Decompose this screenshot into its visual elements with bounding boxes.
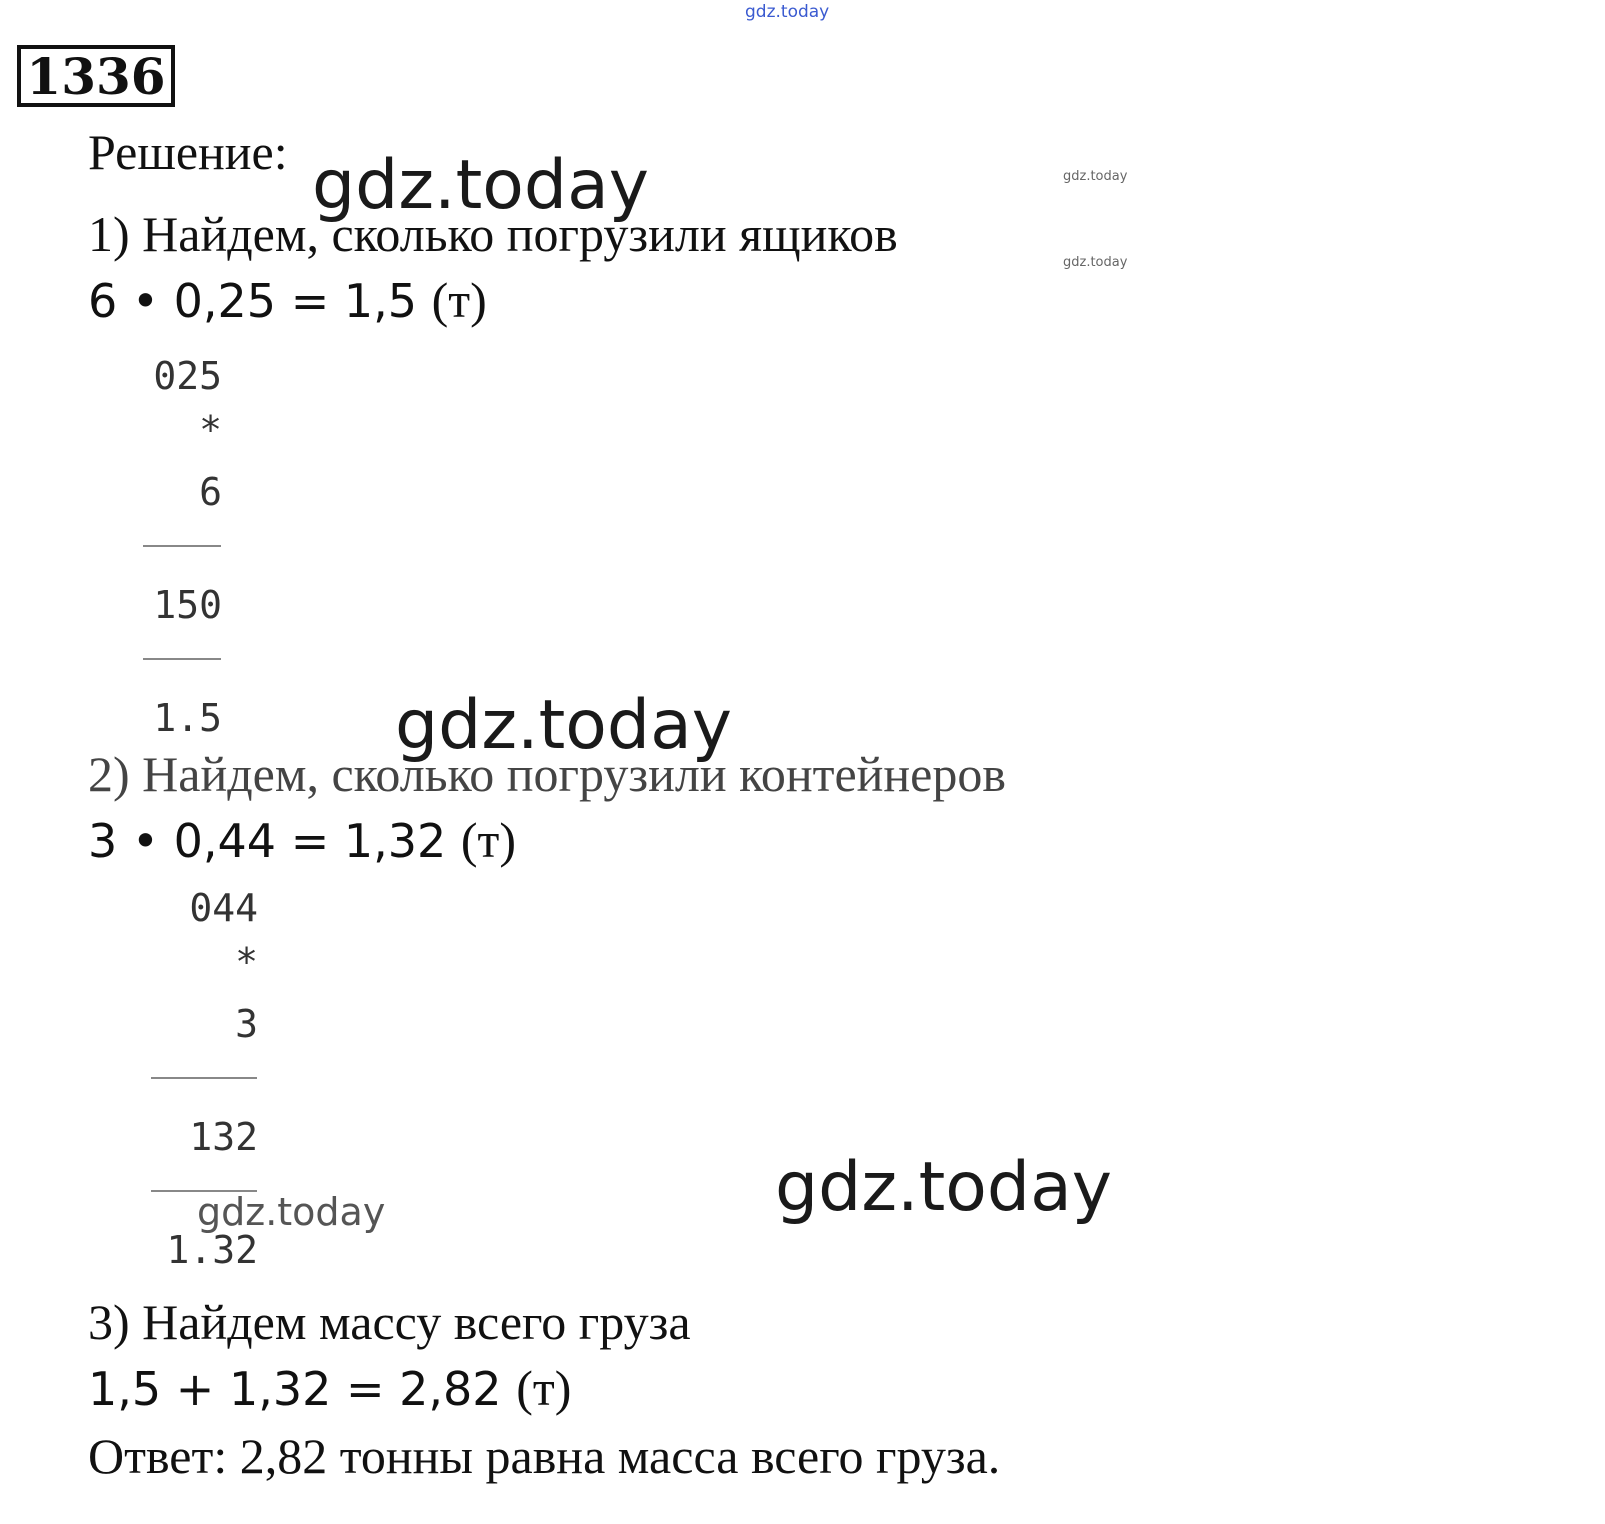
calc-1-result: 1.5 xyxy=(153,696,222,740)
step-2-equation-expr: 3 • 0,44 = 1,32 xyxy=(88,814,447,868)
step-2-title: 2) Найдем, сколько погрузили контейнеров xyxy=(88,746,1006,802)
calc-2-rule-1 xyxy=(151,1077,257,1079)
step-1-equation-unit: (т) xyxy=(431,272,487,328)
calc-2-operator: * xyxy=(235,940,258,984)
watermark-tiny-1: gdz.today xyxy=(1063,169,1128,184)
step-2-equation xyxy=(88,812,516,869)
step-3-equation-unit: (т) xyxy=(516,1360,572,1416)
calc-1-rule-2 xyxy=(143,658,221,660)
watermark-tiny-2: gdz.today xyxy=(1063,255,1128,270)
calc-1-multiplicand: 025 xyxy=(153,354,222,398)
step-3-title: 3) Найдем массу всего груза xyxy=(88,1294,691,1350)
step-1-equation xyxy=(88,272,487,329)
watermark-large-2: gdz.today xyxy=(395,686,732,765)
watermark-top: gdz.today xyxy=(745,2,830,22)
step-3-equation xyxy=(88,1360,571,1417)
calc-2-product: 132 xyxy=(189,1115,258,1159)
calc-1-product: 150 xyxy=(153,583,222,627)
calc-2-multiplicand: 044 xyxy=(189,886,258,930)
calc-2-multiplier: 3 xyxy=(235,1002,258,1046)
calc-1-rule-1 xyxy=(143,545,221,547)
calc-1-multiplier: 6 xyxy=(199,470,222,514)
watermark-medium: gdz.today xyxy=(197,1190,386,1234)
step-3-equation-expr: 1,5 + 1,32 = 2,82 xyxy=(88,1362,502,1416)
step-1-equation-expr: 6 • 0,25 = 1,5 xyxy=(88,274,418,328)
watermark-large-3: gdz.today xyxy=(775,1148,1112,1227)
step-1-title: 1) Найдем, сколько погрузили ящиков xyxy=(88,206,898,262)
step-2-equation-unit: (т) xyxy=(460,812,517,868)
calc-1-operator: * xyxy=(199,408,222,452)
task-number: 1336 xyxy=(17,45,175,107)
solution-label: Решение: xyxy=(88,124,288,180)
watermark-large-1: gdz.today xyxy=(312,146,649,225)
answer-line: Ответ: 2,82 тонны равна масса всего груза. xyxy=(88,1428,1001,1484)
calc-2-result: 1.32 xyxy=(166,1228,258,1272)
